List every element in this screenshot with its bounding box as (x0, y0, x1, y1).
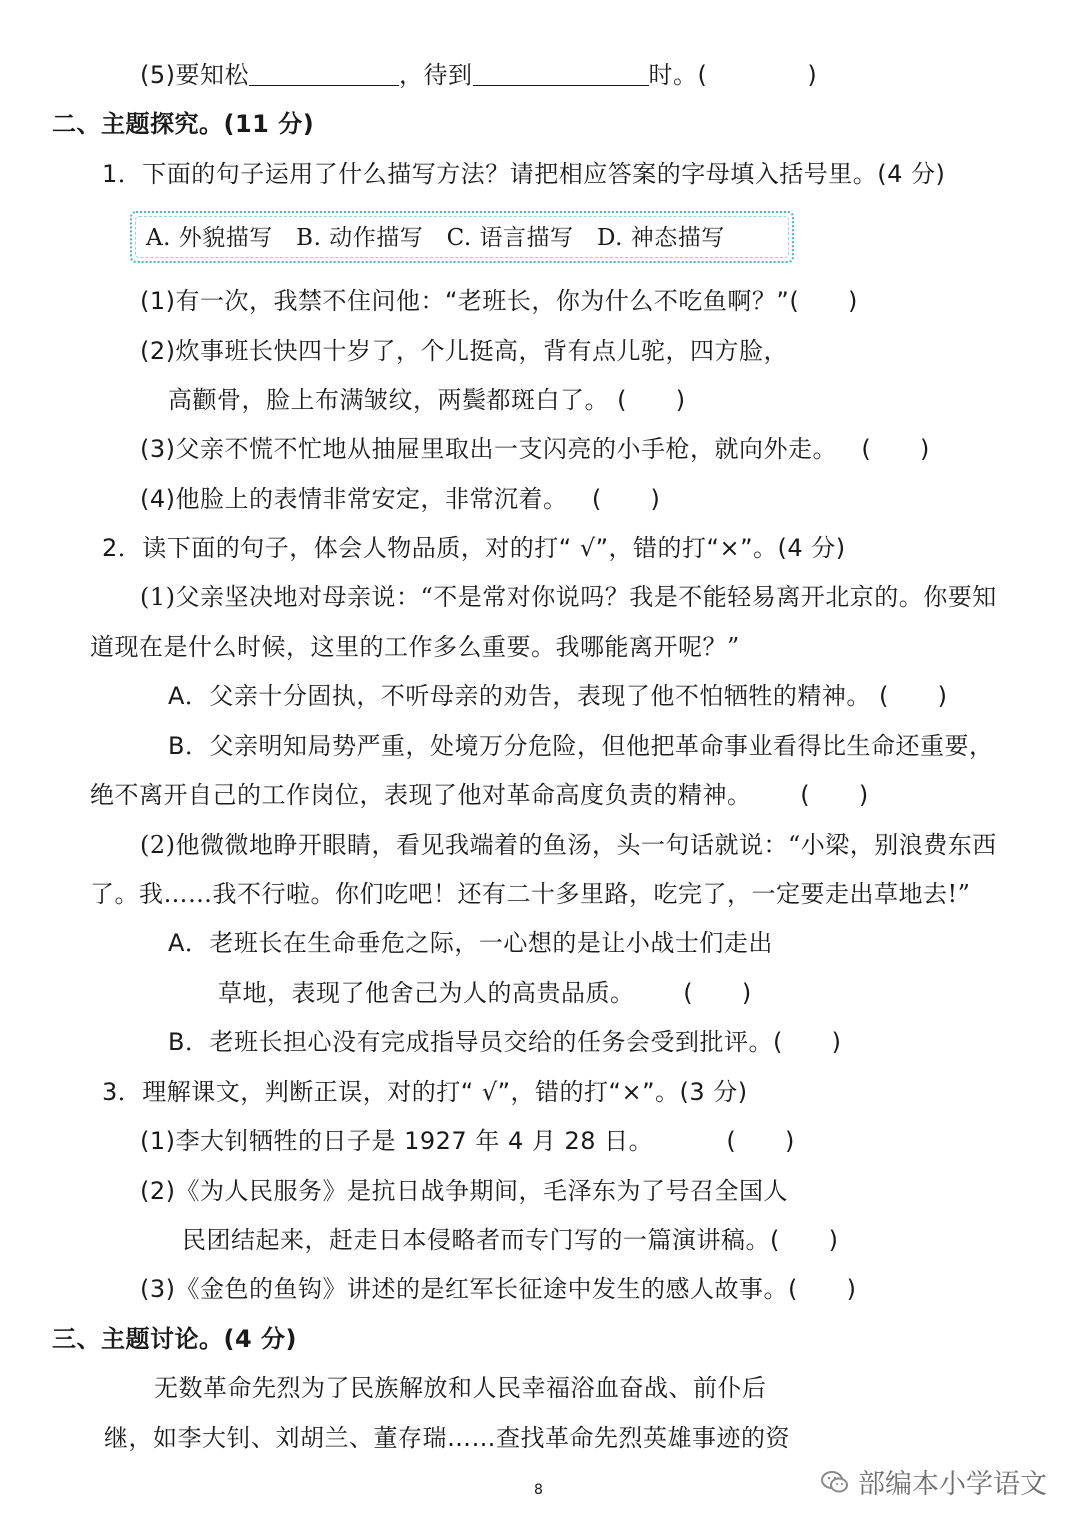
question-2-1-option-a: A．父亲十分固执，不听母亲的劝告，表现了他不怕牺牲的精神。 ( ) (168, 682, 948, 710)
question-3: 3．理解课文，判断正误，对的打“ √”，错的打“×”。(3 分) (102, 1078, 748, 1106)
discussion-paragraph-line-2: 继，如李大钊、刘胡兰、董存瑞……查找革命先烈英雄事迹的资 (104, 1424, 790, 1452)
question-2-2-option-a-line-2: 草地，表现了他舍己为人的高贵品质。 ( ) (218, 979, 752, 1007)
question-2-2-line-1: (2)他微微地睁开眼睛，看见我端着的鱼汤，头一句话就说：“小梁，别浪费东西 (140, 831, 997, 859)
question-1-4: (4)他脸上的表情非常安定，非常沉着。 ( ) (140, 485, 661, 513)
question-2-1-line-1: (1)父亲坚决地对母亲说：“不是常对你说吗？我是不能轻易离开北京的。你要知 (140, 583, 997, 611)
options-text: A. 外貌描写 B. 动作描写 C. 语言描写 D. 神态描写 (146, 225, 725, 251)
options-box (130, 211, 794, 263)
page-number: 8 (534, 1482, 543, 1498)
question-2-1-option-b-line-1: B．父亲明知局势严重，处境万分危险，但他把革命事业看得比生命还重要， (168, 732, 994, 760)
question-2-2-option-a-line-1: A．老班长在生命垂危之际，一心想的是让小战士们走出 (168, 929, 773, 957)
question-1-2-line-2: 高颧骨，脸上布满皱纹，两鬓都斑白了。 ( ) (168, 386, 686, 414)
question-2: 2．读下面的句子，体会人物品质，对的打“ √”，错的打“×”。(4 分) (102, 534, 846, 562)
q5-mid: ，待到 (399, 61, 473, 89)
question-3-2-line-2: 民团结起来，赶走日本侵略者而专门写的一篇演讲稿。( ) (182, 1226, 839, 1254)
question-2-1-line-2: 道现在是什么时候，这里的工作多么重要。我哪能离开呢？” (90, 633, 740, 661)
question-1-3: (3)父亲不慌不忙地从抽屉里取出一支闪亮的小手枪，就向外走。 ( ) (140, 435, 930, 463)
question-2-2-line-2: 了。我……我不行啦。你们吃吧！还有二十多里路，吃完了，一定要走出草地去!” (90, 880, 971, 908)
question-1-1: (1)有一次，我禁不住问他：“老班长，你为什么不吃鱼啊？”( ) (140, 287, 858, 315)
discussion-paragraph-line-1: 无数革命先烈为了民族解放和人民幸福浴血奋战、前仆后 (154, 1374, 767, 1402)
q5-blank-1[interactable] (249, 61, 399, 86)
wechat-icon (820, 1467, 850, 1497)
question-3-1: (1)李大钊牺牲的日子是 1927 年 4 月 28 日。 ( ) (140, 1127, 795, 1155)
q5-fill-line (140, 58, 817, 92)
q5-blank-2[interactable] (473, 61, 649, 86)
question-3-2-line-1: (2)《为人民服务》是抗日战争期间，毛泽东为了号召全国人 (140, 1177, 788, 1205)
question-1-2-line-1: (2)炊事班长快四十岁了，个儿挺高，背有点儿驼，四方脸， (140, 337, 788, 365)
question-3-3: (3)《金色的鱼钩》讲述的是红军长征途中发生的感人故事。( ) (140, 1275, 857, 1303)
q5-suffix: 时。( (648, 61, 708, 89)
section-2-title: 二、主题探究。(11 分) (52, 110, 315, 138)
watermark-text: 部编本小学语文 (858, 1469, 1047, 1500)
question-1: 1．下面的句子运用了什么描写方法？请把相应答案的字母填入括号里。(4 分) (102, 160, 946, 188)
watermark (820, 1462, 1047, 1501)
question-2-1-option-b-line-2: 绝不离开自己的工作岗位，表现了他对革命高度负责的精神。 ( ) (90, 781, 869, 809)
section-3-title: 三、主题讨论。(4 分) (52, 1325, 297, 1353)
question-2-2-option-b: B．老班长担心没有完成指导员交给的任务会受到批评。( ) (168, 1028, 842, 1056)
q5-prefix: (5)要知松 (140, 61, 249, 89)
q5-close: ) (807, 61, 818, 89)
